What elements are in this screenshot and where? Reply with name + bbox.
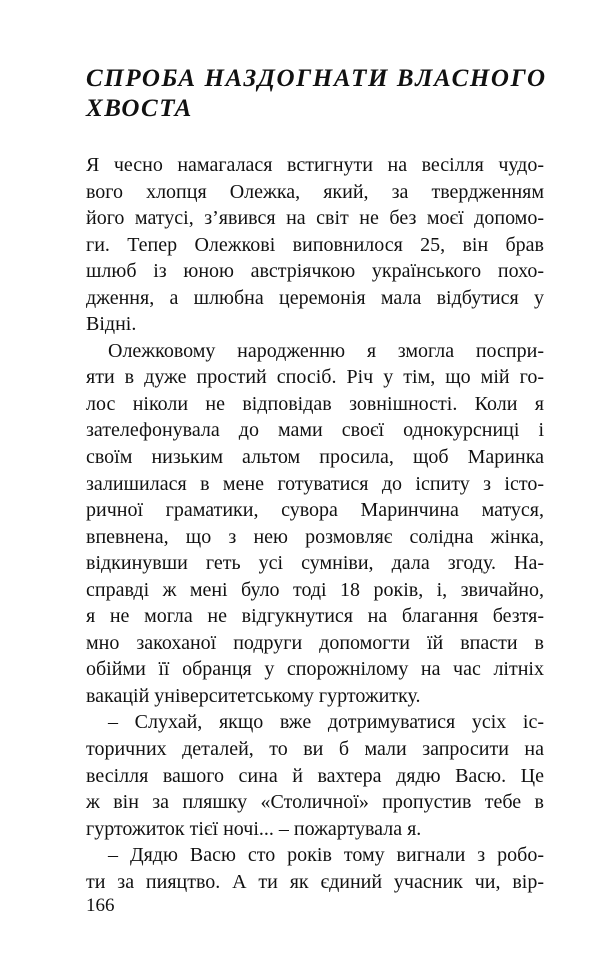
text-line: вакацій університетському гуртожитку. (86, 684, 421, 707)
text-line: – Слухай, якщо вже дотримуватися усіх іс- (108, 711, 544, 734)
page-number: 166 (86, 895, 115, 916)
text-line: обійми її обранця у спорожнілому на час літніх (86, 658, 544, 681)
text-line: мно закоханої подруги допомогти їй впасти в (86, 631, 544, 654)
chapter-title-line: ХВОСТА (86, 95, 193, 122)
text-line: впевнена, що з нею розмовляє солідна жінка, (86, 525, 544, 548)
text-line: – Дядю Васю сто років тому вигнали з робо- (108, 844, 544, 867)
body-text (86, 152, 544, 895)
text-line: Олежковому народженню я змогла поспри- (108, 339, 544, 362)
text-line: весілля вашого сина й вахтера дядю Васю. Це (86, 764, 544, 787)
text-line: я не могла не відгукнутися на благання безтя- (86, 605, 544, 628)
text-line: Відні. (86, 313, 137, 336)
chapter-title (86, 64, 556, 124)
text-line: дження, а шлюбна церемонія мала відбутися у (86, 286, 544, 309)
text-line: ричної граматики, сувора Маринчина матуся, (86, 499, 544, 522)
text-line: залишилася в мене готуватися до іспиту з істо- (86, 472, 544, 495)
text-line: шлюб із юною австріячкою українського похо- (86, 260, 544, 283)
text-line: ж він за пляшку «Столичної» пропустив тебе в (86, 791, 544, 814)
chapter-title-line: СПРОБА НАЗДОГНАТИ ВЛАСНОГО (86, 65, 547, 92)
text-line: своїм низьким альтом просила, щоб Маринка (86, 446, 544, 469)
text-line: ти за пияцтво. А ти як єдиний учасник чи, вір- (86, 870, 544, 893)
text-line: відкинувши геть усі сумніви, дала згоду. На- (86, 552, 544, 575)
text-line: справді ж мені було тоді 18 років, і, звичайно, (86, 578, 544, 601)
text-line: лос ніколи не відповідав зовнішності. Коли я (86, 392, 544, 415)
text-line: його матусі, з’явився на світ не без моєї допомо- (86, 207, 544, 230)
text-line: Я чесно намагалася встигнути на весілля чудо- (86, 154, 544, 176)
text-line: ги. Тепер Олежкові виповнилося 25, він брав (86, 233, 544, 256)
text-line: вого хлопця Олежка, який, за твердженням (86, 180, 544, 203)
text-line: яти в дуже простий спосіб. Річ у тім, що мій го- (86, 366, 544, 389)
text-line: гуртожиток тієї ночі... – пожартувала я. (86, 817, 422, 840)
text-line: торичних деталей, то ви б мали запросити на (86, 738, 544, 761)
text-line: зателефонувала до мами своєї однокурсниці і (86, 419, 544, 442)
